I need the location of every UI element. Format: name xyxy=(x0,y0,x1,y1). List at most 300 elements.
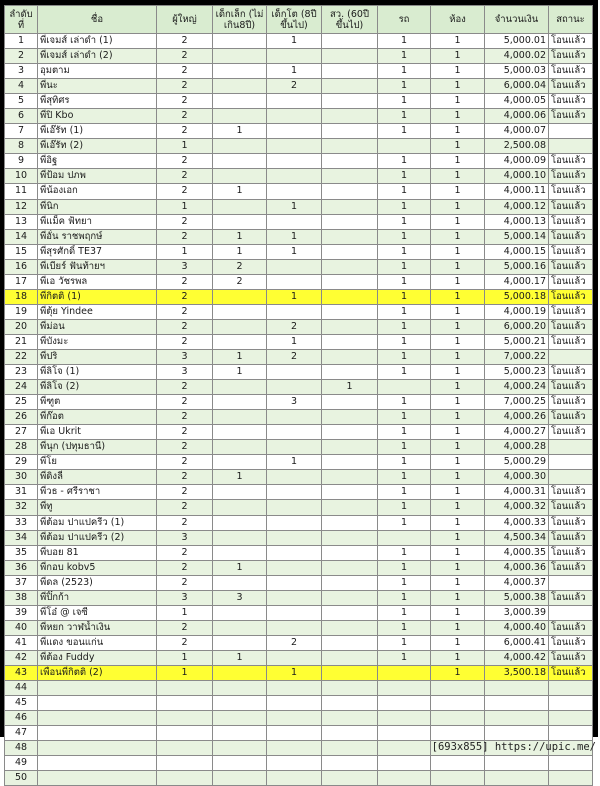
cell-car[interactable]: 1 xyxy=(378,455,431,470)
cell-status[interactable]: โอนแล้ว xyxy=(549,259,593,274)
cell-status[interactable]: โอนแล้ว xyxy=(549,515,593,530)
cell-room[interactable]: 1 xyxy=(431,259,485,274)
cell-child-small[interactable] xyxy=(213,214,267,229)
cell-car[interactable]: 1 xyxy=(378,274,431,289)
cell-child-small[interactable] xyxy=(213,304,267,319)
cell-no[interactable]: 46 xyxy=(5,711,38,726)
cell-name[interactable]: พี่ม่อน xyxy=(38,319,157,334)
cell-name[interactable]: พี่วธ - ศรีราชา xyxy=(38,485,157,500)
cell-child-small[interactable] xyxy=(213,109,267,124)
cell-adult[interactable]: 2 xyxy=(157,395,213,410)
cell-no[interactable]: 10 xyxy=(5,169,38,184)
cell-child-big[interactable] xyxy=(267,274,322,289)
cell-adult[interactable]: 2 xyxy=(157,214,213,229)
cell-adult[interactable]: 2 xyxy=(157,124,213,139)
table-row[interactable] xyxy=(5,49,593,64)
cell-name[interactable]: พี่นะ xyxy=(38,79,157,94)
cell-senior[interactable] xyxy=(322,64,378,79)
cell-senior[interactable] xyxy=(322,590,378,605)
cell-car[interactable]: 1 xyxy=(378,395,431,410)
cell-senior[interactable] xyxy=(322,515,378,530)
cell-status[interactable] xyxy=(549,349,593,364)
cell-senior[interactable] xyxy=(322,560,378,575)
cell-child-small[interactable] xyxy=(213,620,267,635)
table-row[interactable] xyxy=(5,590,593,605)
cell-no[interactable]: 32 xyxy=(5,500,38,515)
table-row[interactable] xyxy=(5,304,593,319)
cell-status[interactable] xyxy=(549,470,593,485)
cell-adult[interactable]: 2 xyxy=(157,515,213,530)
cell-car[interactable] xyxy=(378,756,431,771)
cell-adult[interactable]: 2 xyxy=(157,575,213,590)
cell-amount[interactable]: 5,000.23 xyxy=(485,365,549,380)
cell-adult[interactable]: 2 xyxy=(157,64,213,79)
cell-amount[interactable]: 2,500.08 xyxy=(485,139,549,154)
cell-child-big[interactable] xyxy=(267,560,322,575)
cell-amount[interactable]: 4,000.36 xyxy=(485,560,549,575)
cell-room[interactable]: 1 xyxy=(431,665,485,680)
cell-no[interactable]: 6 xyxy=(5,109,38,124)
cell-adult[interactable]: 2 xyxy=(157,79,213,94)
cell-car[interactable]: 1 xyxy=(378,49,431,64)
cell-adult[interactable]: 2 xyxy=(157,34,213,49)
cell-car[interactable] xyxy=(378,696,431,711)
cell-senior[interactable] xyxy=(322,605,378,620)
table-row[interactable] xyxy=(5,726,593,741)
cell-car[interactable]: 1 xyxy=(378,304,431,319)
cell-car[interactable] xyxy=(378,530,431,545)
cell-name[interactable]: พี่ทู xyxy=(38,500,157,515)
cell-amount[interactable] xyxy=(485,681,549,696)
cell-car[interactable]: 1 xyxy=(378,229,431,244)
table-row[interactable] xyxy=(5,380,593,395)
cell-child-big[interactable] xyxy=(267,590,322,605)
cell-status[interactable]: โอนแล้ว xyxy=(549,635,593,650)
cell-name[interactable]: พี่ดิงลี่ xyxy=(38,470,157,485)
cell-senior[interactable] xyxy=(322,184,378,199)
cell-name[interactable]: พี่กอบ kobv5 xyxy=(38,560,157,575)
cell-senior[interactable] xyxy=(322,455,378,470)
cell-car[interactable]: 1 xyxy=(378,470,431,485)
cell-amount[interactable]: 4,000.32 xyxy=(485,500,549,515)
cell-child-big[interactable]: 1 xyxy=(267,665,322,680)
cell-room[interactable]: 1 xyxy=(431,575,485,590)
cell-amount[interactable] xyxy=(485,696,549,711)
cell-amount[interactable]: 4,000.07 xyxy=(485,124,549,139)
cell-status[interactable]: โอนแล้ว xyxy=(549,244,593,259)
cell-adult[interactable]: 2 xyxy=(157,184,213,199)
cell-amount[interactable]: 5,000.16 xyxy=(485,259,549,274)
cell-status[interactable]: โอนแล้ว xyxy=(549,545,593,560)
cell-child-small[interactable] xyxy=(213,380,267,395)
cell-amount[interactable]: 6,000.41 xyxy=(485,635,549,650)
cell-child-big[interactable] xyxy=(267,259,322,274)
cell-car[interactable] xyxy=(378,665,431,680)
cell-amount[interactable]: 6,000.20 xyxy=(485,319,549,334)
cell-status[interactable] xyxy=(549,575,593,590)
cell-room[interactable]: 1 xyxy=(431,635,485,650)
cell-car[interactable]: 1 xyxy=(378,259,431,274)
cell-child-small[interactable] xyxy=(213,665,267,680)
cell-no[interactable]: 25 xyxy=(5,395,38,410)
cell-room[interactable]: 1 xyxy=(431,485,485,500)
cell-status[interactable] xyxy=(549,124,593,139)
cell-no[interactable]: 22 xyxy=(5,349,38,364)
cell-name[interactable]: พี่สุรศักดิ์ TE37 xyxy=(38,244,157,259)
cell-name[interactable] xyxy=(38,726,157,741)
cell-name[interactable]: เพื่อนพี่กิตติ (2) xyxy=(38,665,157,680)
cell-child-small[interactable] xyxy=(213,79,267,94)
table-row[interactable] xyxy=(5,139,593,154)
cell-amount[interactable]: 4,000.19 xyxy=(485,304,549,319)
cell-no[interactable]: 43 xyxy=(5,665,38,680)
cell-adult[interactable]: 2 xyxy=(157,334,213,349)
cell-child-small[interactable] xyxy=(213,605,267,620)
cell-child-big[interactable] xyxy=(267,605,322,620)
table-row[interactable] xyxy=(5,545,593,560)
cell-adult[interactable]: 2 xyxy=(157,229,213,244)
cell-car[interactable]: 1 xyxy=(378,620,431,635)
cell-status[interactable] xyxy=(549,696,593,711)
cell-senior[interactable] xyxy=(322,410,378,425)
cell-child-small[interactable] xyxy=(213,440,267,455)
cell-amount[interactable]: 4,000.10 xyxy=(485,169,549,184)
cell-child-small[interactable] xyxy=(213,575,267,590)
cell-no[interactable]: 27 xyxy=(5,425,38,440)
cell-child-big[interactable]: 1 xyxy=(267,229,322,244)
cell-status[interactable]: โอนแล้ว xyxy=(549,94,593,109)
cell-child-small[interactable]: 1 xyxy=(213,184,267,199)
table-row[interactable] xyxy=(5,756,593,771)
table-row[interactable] xyxy=(5,94,593,109)
cell-child-big[interactable]: 3 xyxy=(267,395,322,410)
cell-car[interactable]: 1 xyxy=(378,425,431,440)
cell-no[interactable]: 37 xyxy=(5,575,38,590)
cell-senior[interactable] xyxy=(322,289,378,304)
cell-adult[interactable]: 2 xyxy=(157,154,213,169)
cell-child-small[interactable] xyxy=(213,64,267,79)
cell-status[interactable]: โอนแล้ว xyxy=(549,34,593,49)
cell-child-small[interactable] xyxy=(213,681,267,696)
cell-amount[interactable]: 4,000.37 xyxy=(485,575,549,590)
table-row[interactable] xyxy=(5,34,593,49)
cell-adult[interactable]: 3 xyxy=(157,259,213,274)
cell-senior[interactable] xyxy=(322,49,378,64)
cell-car[interactable]: 1 xyxy=(378,199,431,214)
cell-senior[interactable] xyxy=(322,319,378,334)
cell-senior[interactable] xyxy=(322,34,378,49)
table-row[interactable] xyxy=(5,169,593,184)
table-row[interactable] xyxy=(5,274,593,289)
cell-name[interactable]: พี่เจมส์ เล่าดำ (1) xyxy=(38,34,157,49)
cell-amount[interactable]: 4,000.24 xyxy=(485,380,549,395)
cell-child-small[interactable] xyxy=(213,756,267,771)
cell-child-small[interactable] xyxy=(213,334,267,349)
cell-status[interactable]: โอนแล้ว xyxy=(549,64,593,79)
cell-status[interactable] xyxy=(549,139,593,154)
cell-adult[interactable]: 2 xyxy=(157,94,213,109)
cell-no[interactable]: 42 xyxy=(5,650,38,665)
cell-no[interactable]: 39 xyxy=(5,605,38,620)
table-row[interactable] xyxy=(5,64,593,79)
cell-status[interactable] xyxy=(549,771,593,786)
table-row[interactable] xyxy=(5,124,593,139)
cell-name[interactable] xyxy=(38,756,157,771)
cell-child-big[interactable] xyxy=(267,410,322,425)
cell-name[interactable]: พี่โอ๋ @ เจซี xyxy=(38,605,157,620)
cell-adult[interactable]: 2 xyxy=(157,470,213,485)
table-row[interactable] xyxy=(5,244,593,259)
cell-senior[interactable] xyxy=(322,349,378,364)
cell-senior[interactable] xyxy=(322,530,378,545)
cell-senior[interactable] xyxy=(322,214,378,229)
cell-amount[interactable]: 5,000.38 xyxy=(485,590,549,605)
cell-name[interactable] xyxy=(38,681,157,696)
cell-child-big[interactable] xyxy=(267,620,322,635)
cell-senior[interactable] xyxy=(322,94,378,109)
cell-room[interactable]: 1 xyxy=(431,515,485,530)
cell-car[interactable]: 1 xyxy=(378,560,431,575)
cell-senior[interactable] xyxy=(322,545,378,560)
cell-no[interactable]: 50 xyxy=(5,771,38,786)
cell-adult[interactable]: 1 xyxy=(157,199,213,214)
table-row[interactable] xyxy=(5,650,593,665)
cell-car[interactable]: 1 xyxy=(378,605,431,620)
cell-child-small[interactable] xyxy=(213,500,267,515)
cell-amount[interactable] xyxy=(485,771,549,786)
cell-car[interactable]: 1 xyxy=(378,485,431,500)
cell-child-small[interactable] xyxy=(213,515,267,530)
cell-status[interactable] xyxy=(549,711,593,726)
table-row[interactable] xyxy=(5,470,593,485)
cell-status[interactable]: โอนแล้ว xyxy=(549,229,593,244)
cell-senior[interactable] xyxy=(322,154,378,169)
cell-child-big[interactable] xyxy=(267,440,322,455)
cell-room[interactable]: 1 xyxy=(431,184,485,199)
cell-status[interactable]: โอนแล้ว xyxy=(549,184,593,199)
table-row[interactable] xyxy=(5,109,593,124)
cell-amount[interactable]: 4,000.11 xyxy=(485,184,549,199)
cell-room[interactable]: 1 xyxy=(431,380,485,395)
cell-car[interactable]: 1 xyxy=(378,635,431,650)
cell-car[interactable]: 1 xyxy=(378,214,431,229)
cell-car[interactable]: 1 xyxy=(378,94,431,109)
cell-senior[interactable] xyxy=(322,440,378,455)
table-row[interactable] xyxy=(5,605,593,620)
cell-adult[interactable]: 2 xyxy=(157,304,213,319)
cell-adult[interactable]: 2 xyxy=(157,620,213,635)
cell-car[interactable] xyxy=(378,711,431,726)
cell-car[interactable]: 1 xyxy=(378,590,431,605)
cell-child-big[interactable]: 1 xyxy=(267,64,322,79)
cell-name[interactable]: พี่บังมะ xyxy=(38,334,157,349)
cell-child-small[interactable] xyxy=(213,530,267,545)
table-row[interactable] xyxy=(5,620,593,635)
cell-no[interactable]: 45 xyxy=(5,696,38,711)
cell-adult[interactable]: 1 xyxy=(157,244,213,259)
cell-amount[interactable]: 3,500.18 xyxy=(485,665,549,680)
cell-child-small[interactable] xyxy=(213,711,267,726)
cell-name[interactable]: พี่นุก (ปทุมธานี) xyxy=(38,440,157,455)
table-row[interactable] xyxy=(5,365,593,380)
cell-room[interactable]: 1 xyxy=(431,169,485,184)
cell-amount[interactable]: 5,000.03 xyxy=(485,64,549,79)
cell-adult[interactable]: 2 xyxy=(157,319,213,334)
cell-child-small[interactable]: 1 xyxy=(213,470,267,485)
cell-amount[interactable]: 4,000.28 xyxy=(485,440,549,455)
cell-no[interactable]: 15 xyxy=(5,244,38,259)
cell-status[interactable]: โอนแล้ว xyxy=(549,154,593,169)
cell-senior[interactable] xyxy=(322,365,378,380)
cell-room[interactable]: 1 xyxy=(431,244,485,259)
cell-name[interactable]: พี่ปิ Kbo xyxy=(38,109,157,124)
cell-name[interactable]: พี่ต้อม ปาแปครีว (2) xyxy=(38,530,157,545)
cell-senior[interactable] xyxy=(322,425,378,440)
cell-child-big[interactable] xyxy=(267,154,322,169)
cell-child-big[interactable] xyxy=(267,470,322,485)
cell-senior[interactable] xyxy=(322,500,378,515)
cell-no[interactable]: 2 xyxy=(5,49,38,64)
cell-child-small[interactable] xyxy=(213,485,267,500)
cell-child-small[interactable] xyxy=(213,696,267,711)
cell-name[interactable]: พี่ตุ้ย Yindee xyxy=(38,304,157,319)
cell-car[interactable]: 1 xyxy=(378,169,431,184)
cell-car[interactable]: 1 xyxy=(378,79,431,94)
cell-adult[interactable]: 3 xyxy=(157,590,213,605)
cell-no[interactable]: 28 xyxy=(5,440,38,455)
cell-no[interactable]: 19 xyxy=(5,304,38,319)
cell-senior[interactable] xyxy=(322,650,378,665)
cell-senior[interactable] xyxy=(322,620,378,635)
cell-car[interactable]: 1 xyxy=(378,184,431,199)
cell-child-big[interactable] xyxy=(267,109,322,124)
cell-adult[interactable]: 2 xyxy=(157,274,213,289)
cell-name[interactable]: พี่ลิโจ (2) xyxy=(38,380,157,395)
cell-child-big[interactable] xyxy=(267,515,322,530)
cell-room[interactable]: 1 xyxy=(431,229,485,244)
cell-child-big[interactable] xyxy=(267,575,322,590)
cell-status[interactable] xyxy=(549,455,593,470)
cell-adult[interactable]: 2 xyxy=(157,289,213,304)
cell-amount[interactable] xyxy=(485,756,549,771)
cell-status[interactable]: โอนแล้ว xyxy=(549,620,593,635)
cell-senior[interactable] xyxy=(322,395,378,410)
cell-car[interactable]: 1 xyxy=(378,440,431,455)
cell-senior[interactable] xyxy=(322,681,378,696)
table-row[interactable] xyxy=(5,154,593,169)
cell-senior[interactable] xyxy=(322,229,378,244)
cell-status[interactable] xyxy=(549,756,593,771)
table-row[interactable] xyxy=(5,259,593,274)
cell-status[interactable] xyxy=(549,440,593,455)
cell-adult[interactable]: 1 xyxy=(157,650,213,665)
cell-adult[interactable]: 3 xyxy=(157,349,213,364)
cell-status[interactable]: โอนแล้ว xyxy=(549,109,593,124)
cell-child-small[interactable] xyxy=(213,741,267,756)
cell-name[interactable]: พี่ฑูต xyxy=(38,395,157,410)
cell-room[interactable]: 1 xyxy=(431,605,485,620)
cell-amount[interactable]: 4,000.13 xyxy=(485,214,549,229)
cell-name[interactable]: พี่เอ วัชรพล xyxy=(38,274,157,289)
cell-adult[interactable]: 2 xyxy=(157,410,213,425)
cell-name[interactable]: อุมตาม xyxy=(38,64,157,79)
cell-child-big[interactable] xyxy=(267,214,322,229)
cell-name[interactable]: พี่โย xyxy=(38,455,157,470)
table-row[interactable] xyxy=(5,696,593,711)
cell-child-small[interactable]: 3 xyxy=(213,590,267,605)
cell-child-small[interactable] xyxy=(213,410,267,425)
cell-car[interactable]: 1 xyxy=(378,64,431,79)
cell-status[interactable]: โอนแล้ว xyxy=(549,334,593,349)
cell-name[interactable]: พี่บอย 81 xyxy=(38,545,157,560)
cell-child-big[interactable] xyxy=(267,304,322,319)
cell-name[interactable] xyxy=(38,711,157,726)
cell-no[interactable]: 16 xyxy=(5,259,38,274)
table-row[interactable] xyxy=(5,515,593,530)
cell-name[interactable]: พี่ก๊อต xyxy=(38,410,157,425)
cell-no[interactable]: 5 xyxy=(5,94,38,109)
cell-name[interactable]: พี่อิฐ xyxy=(38,154,157,169)
cell-child-small[interactable] xyxy=(213,726,267,741)
cell-room[interactable] xyxy=(431,711,485,726)
cell-status[interactable]: โอนแล้ว xyxy=(549,530,593,545)
cell-status[interactable]: โอนแล้ว xyxy=(549,500,593,515)
table-row[interactable] xyxy=(5,440,593,455)
cell-no[interactable]: 31 xyxy=(5,485,38,500)
cell-room[interactable]: 1 xyxy=(431,64,485,79)
cell-no[interactable]: 12 xyxy=(5,199,38,214)
cell-car[interactable] xyxy=(378,741,431,756)
cell-child-small[interactable]: 1 xyxy=(213,560,267,575)
cell-room[interactable]: 1 xyxy=(431,109,485,124)
cell-amount[interactable]: 4,000.05 xyxy=(485,94,549,109)
cell-no[interactable]: 8 xyxy=(5,139,38,154)
cell-no[interactable]: 17 xyxy=(5,274,38,289)
cell-adult[interactable] xyxy=(157,681,213,696)
cell-child-big[interactable] xyxy=(267,771,322,786)
table-row[interactable] xyxy=(5,500,593,515)
cell-status[interactable]: โอนแล้ว xyxy=(549,590,593,605)
cell-amount[interactable]: 4,000.09 xyxy=(485,154,549,169)
cell-no[interactable]: 4 xyxy=(5,79,38,94)
cell-name[interactable]: พี่เอ๊รัท (2) xyxy=(38,139,157,154)
cell-child-small[interactable]: 1 xyxy=(213,124,267,139)
cell-adult[interactable] xyxy=(157,726,213,741)
cell-adult[interactable]: 1 xyxy=(157,665,213,680)
cell-senior[interactable] xyxy=(322,575,378,590)
cell-car[interactable]: 1 xyxy=(378,515,431,530)
cell-car[interactable]: 1 xyxy=(378,124,431,139)
cell-name[interactable]: พี่เจมส์ เล่าดำ (2) xyxy=(38,49,157,64)
cell-no[interactable]: 48 xyxy=(5,741,38,756)
cell-name[interactable]: พี่เอ๊รัท (1) xyxy=(38,124,157,139)
cell-child-big[interactable]: 1 xyxy=(267,244,322,259)
cell-no[interactable]: 44 xyxy=(5,681,38,696)
cell-child-big[interactable]: 2 xyxy=(267,319,322,334)
cell-name[interactable]: พี่ป้อม ปภพ xyxy=(38,169,157,184)
cell-room[interactable]: 1 xyxy=(431,334,485,349)
cell-adult[interactable] xyxy=(157,741,213,756)
table-row[interactable] xyxy=(5,319,593,334)
cell-room[interactable]: 1 xyxy=(431,319,485,334)
cell-child-big[interactable]: 1 xyxy=(267,455,322,470)
cell-name[interactable]: พี่ปิ๊กก้า xyxy=(38,590,157,605)
cell-amount[interactable]: 4,000.15 xyxy=(485,244,549,259)
cell-car[interactable]: 1 xyxy=(378,500,431,515)
cell-status[interactable]: โอนแล้ว xyxy=(549,199,593,214)
cell-car[interactable]: 1 xyxy=(378,575,431,590)
cell-no[interactable]: 33 xyxy=(5,515,38,530)
